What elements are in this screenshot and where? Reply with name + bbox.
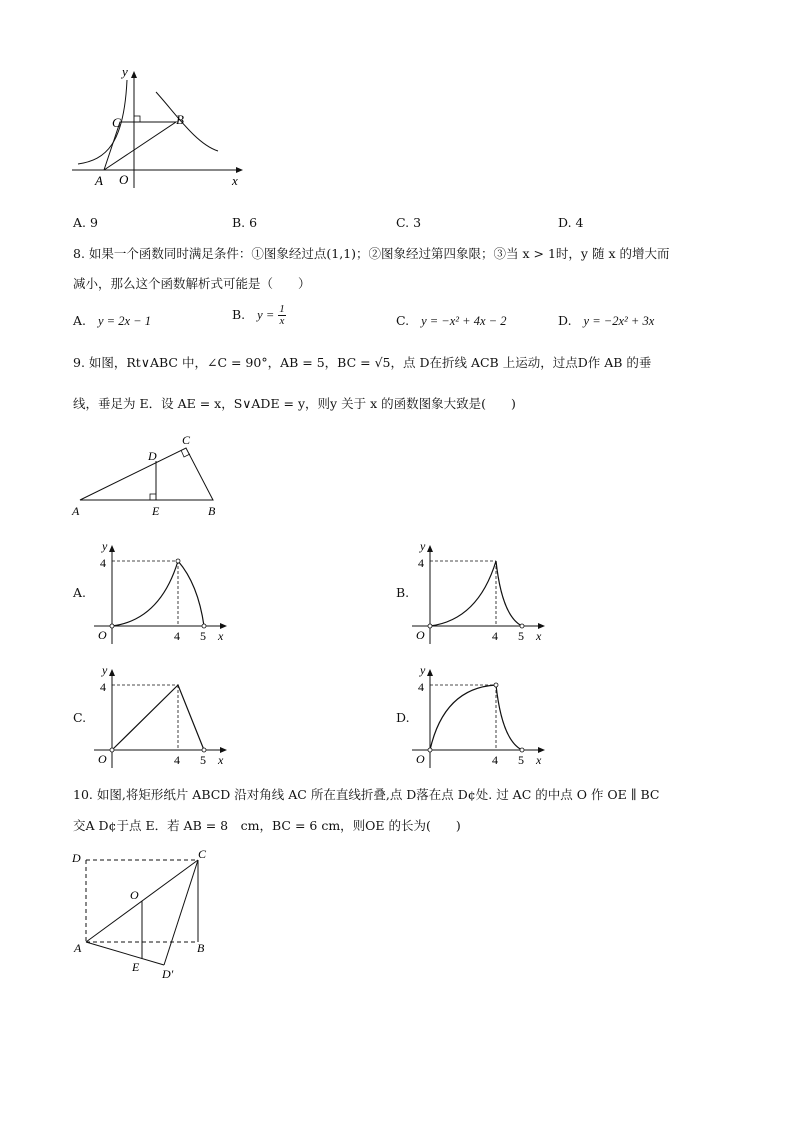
q10-stem-line1: 10. 如图,将矩形纸片 ABCD 沿对角线 AC 所在直线折叠,点 D落在点 D¢处. 过 AC 的中点 O 作 OE ∥ BC <box>73 787 660 802</box>
q9-a-x-label: x <box>218 629 224 643</box>
q9-c-ymark: 4 <box>100 680 106 694</box>
q9-d-x-label: x <box>536 753 542 767</box>
q9-fig-e-label: E <box>152 504 160 518</box>
q10-fig-b-label: B <box>197 941 205 955</box>
q7-option-a[interactable]: A. 9 <box>73 215 98 230</box>
q10-fig-d-label: D <box>72 851 81 865</box>
q9-fig-a-label: A <box>72 504 80 518</box>
q7-option-c[interactable]: C. 3 <box>396 215 422 230</box>
q7-option-d[interactable]: D. 4 <box>558 215 584 230</box>
q9-c-x-label: x <box>218 753 224 767</box>
q8-option-a-expr: y = 2x − 1 <box>98 314 151 328</box>
q8-option-b[interactable] <box>232 304 286 327</box>
q10-fig-a-label: A <box>74 941 82 955</box>
q9-triangle-figure <box>68 430 228 520</box>
q9-b-x5: 5 <box>518 629 524 643</box>
q7-figure <box>66 64 256 192</box>
q9-c-origin: O <box>98 752 107 766</box>
q7-y-label: y <box>122 64 128 79</box>
q10-fig-e-label: E <box>132 960 140 974</box>
q8-option-a[interactable] <box>73 313 151 329</box>
q9-d-origin: O <box>416 752 425 766</box>
q9-stem-line1: 9. 如图，Rt∨ABC 中，∠C = 90°，AB = 5，BC = √5，点 D在折线 ACB 上运动，过点D作 AB 的垂 <box>73 355 652 370</box>
q10-rectangle-figure <box>66 844 226 984</box>
q9-option-b-graph[interactable] <box>408 540 556 646</box>
q10-fig-dprime-label: D′ <box>162 967 174 981</box>
q9-a-y-label: y <box>102 540 108 553</box>
q9-c-x4: 4 <box>174 753 180 767</box>
q10-stem-line2: 交A D¢于点 E．若 AB = 8 cm，BC = 6 cm，则OE 的长为( ) <box>73 818 461 833</box>
q9-fig-d-label: D <box>148 449 157 463</box>
q7-a-label: A <box>95 173 103 188</box>
q9-option-a-graph[interactable] <box>90 540 238 646</box>
q8-option-b-letter: B. <box>232 307 246 322</box>
q9-c-x5: 5 <box>200 753 206 767</box>
q8-option-c[interactable] <box>396 313 506 329</box>
q10-fig-o-label: O <box>130 888 139 902</box>
q10-fig-c-label: C <box>198 847 207 861</box>
q9-b-y-label: y <box>420 540 426 553</box>
q9-stem-line2: 线，垂足为 E．设 AE = x，S∨ADE = y，则y 关于 x 的函数图象大致是( ) <box>73 396 516 411</box>
q9-b-ymark: 4 <box>418 556 424 570</box>
q7-b-label: B <box>176 112 184 127</box>
q8-stem-line2: 减小，那么这个函数解析式可能是（ ） <box>73 276 311 291</box>
q9-option-d-letter[interactable]: D. <box>396 710 410 725</box>
q9-a-origin: O <box>98 628 107 642</box>
q8-option-b-fraction <box>278 304 286 327</box>
q9-option-c-graph[interactable] <box>90 664 238 770</box>
q8-stem-line1: 8. 如果一个函数同时满足条件：①图象经过点(1,1)；②图象经过第四象限；③当 x > 1时，y 随 x 的增大而 <box>73 246 670 261</box>
q9-d-x5: 5 <box>518 753 524 767</box>
q8-option-c-expr: y = −x² + 4x − 2 <box>421 314 507 328</box>
q9-b-x4: 4 <box>492 629 498 643</box>
q9-d-ymark: 4 <box>418 680 424 694</box>
q7-o-label: O <box>119 172 129 187</box>
q9-a-ymark: 4 <box>100 556 106 570</box>
q8-option-a-letter: A. <box>73 313 87 328</box>
q8-option-d[interactable] <box>558 313 654 329</box>
q7-option-b[interactable]: B. 6 <box>232 215 258 230</box>
q9-option-a-letter[interactable]: A. <box>73 585 87 600</box>
q8-option-b-numerator: 1 <box>279 303 285 315</box>
q9-fig-c-label: C <box>182 433 191 447</box>
q9-d-x4: 4 <box>492 753 498 767</box>
q9-b-origin: O <box>416 628 425 642</box>
q9-option-c-letter[interactable]: C. <box>73 710 87 725</box>
q8-option-b-lhs: y = <box>257 308 275 322</box>
q9-b-x-label: x <box>536 629 542 643</box>
q8-option-c-letter: C. <box>396 313 410 328</box>
q9-c-y-label: y <box>102 664 108 677</box>
q9-option-d-graph[interactable] <box>408 664 556 770</box>
q7-c-label: C <box>112 115 121 130</box>
q8-option-d-letter: D. <box>558 313 572 328</box>
q8-option-d-expr: y = −2x² + 3x <box>583 314 655 328</box>
q8-option-b-denominator: x <box>279 315 285 327</box>
q9-fig-b-label: B <box>208 504 216 518</box>
q9-option-b-letter[interactable]: B. <box>396 585 410 600</box>
q7-x-label: x <box>232 173 238 188</box>
q9-a-x4: 4 <box>174 629 180 643</box>
q9-a-x5: 5 <box>200 629 206 643</box>
q9-d-y-label: y <box>420 664 426 677</box>
